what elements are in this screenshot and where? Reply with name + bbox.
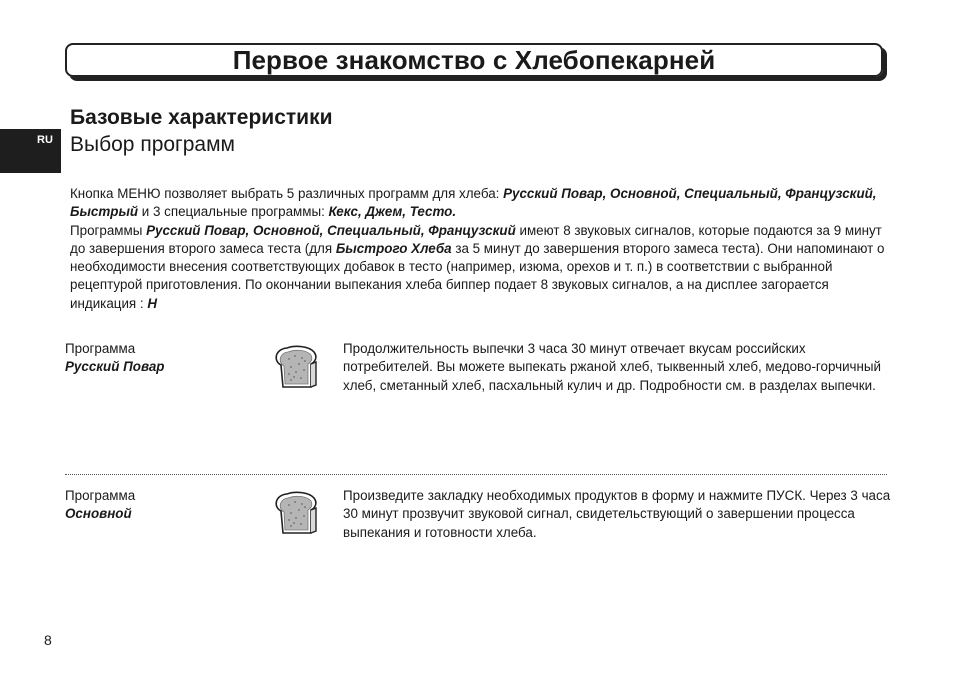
program-description: Произведите закладку необходимых продуктов в форму и нажмите ПУСК. Через 3 часа 30 минут прозвучит звуковой сигнал, свидетельствующий о завершении процесса выпекания и готовности хлеба.: [343, 488, 891, 540]
intro-text: и 3 специальные программы:: [138, 204, 329, 220]
language-tab-label: RU: [37, 134, 53, 146]
intro-emphasis: Русский Повар, Основной, Специальный, Французский: [146, 222, 516, 238]
intro-text: Кнопка МЕНЮ позволяет выбрать 5 различных программ для хлеба:: [70, 186, 504, 201]
program-description: Продолжительность выпечки 3 часа 30 минут отвечает вкусам российских потребителей. Вы можете выпекать ржаной хлеб, тыквенный хлеб, медово-горчичный хлеб, сметанный хлеб, пасхальный кулич и др. Подробности см. в разделах выпечки.: [343, 341, 882, 393]
section-title: Базовые характеристики: [70, 106, 333, 129]
bread-slice-icon: [271, 489, 319, 537]
program-kind: Программа: [65, 341, 136, 356]
page-title: Первое знакомство с Хлебопекарней: [232, 44, 716, 75]
intro-emphasis: Быстрого Хлеба: [335, 240, 452, 256]
section-subtitle: Выбор программ: [70, 133, 235, 156]
program-name: Основной: [65, 506, 132, 521]
page-number: 8: [44, 632, 52, 648]
intro-emphasis: Кекс, Джем, Тесто.: [328, 204, 457, 220]
intro-text: имеют 8 звуковых сигналов, которые подаются за 9 минут до завершения второго замеса теста (для: [70, 222, 882, 256]
page-title-box: [65, 43, 883, 77]
intro-text: за 5 минут до завершения второго замеса теста). Они напоминают о необходимости внесения соответствующих добавок в тесто (например, изюма, орехов и т. п.) в соответствии с выбранной рецептурой приготовления. По окончании выпекания хлеба биппер подает 8 звуковых сигналов, а на дисплее загорается индикация :: [70, 240, 885, 311]
program-label: [65, 340, 165, 376]
program-kind: Программа: [65, 488, 136, 503]
intro-emphasis: H: [147, 295, 158, 311]
section-divider: [65, 474, 887, 475]
program-name: Русский Повар: [65, 359, 165, 374]
bread-slice-icon: [271, 343, 319, 391]
intro-text: Программы: [70, 222, 147, 238]
program-label: [65, 487, 135, 523]
intro-paragraph: [70, 185, 892, 313]
intro-emphasis: Русский Повар, Основной, Специальный, Французский, Быстрый: [70, 186, 877, 220]
language-tab: [0, 129, 61, 173]
